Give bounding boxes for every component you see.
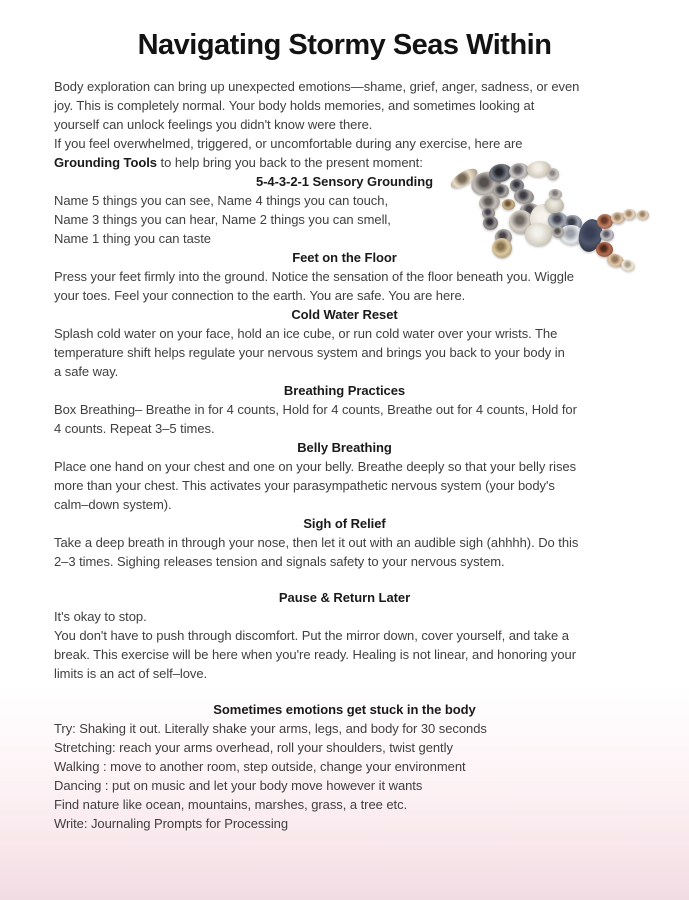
section-heading (54, 700, 635, 719)
text: a safe way. (54, 364, 119, 379)
bold-text: Belly Breathing (297, 440, 392, 455)
text: Stretching: reach your arms overhead, roll your shoulders, twist gently (54, 740, 453, 755)
body-line (54, 738, 635, 757)
section-heading (54, 172, 635, 191)
text: You don't have to push through discomfort. Put the mirror down, cover yourself, and take a (54, 628, 569, 643)
bold-text: Breathing Practices (283, 383, 406, 398)
body-line (54, 757, 635, 776)
bold-text: Cold Water Reset (291, 307, 398, 322)
section-heading (54, 305, 635, 324)
text: Write: Journaling Prompts for Processing (54, 816, 289, 831)
text: Name 5 things you can see, Name 4 things you can touch, (54, 193, 389, 208)
body-line (54, 645, 635, 664)
bold-text: Sigh of Relief (303, 516, 386, 531)
text: 2–3 times. Sighing releases tension and signals safety to your nervous system. (54, 554, 505, 569)
bold-text: 5-4-3-2-1 Sensory Grounding (255, 174, 434, 189)
body-line (54, 814, 635, 833)
body-line (54, 229, 635, 248)
body-line (54, 626, 635, 645)
bold-text: Sometimes emotions get stuck in the body (213, 702, 476, 717)
body-line (54, 533, 635, 552)
text: Splash cold water on your face, hold an ice cube, or run cold water over your wrists. The (54, 326, 558, 341)
body-line (54, 400, 635, 419)
page-title: Navigating Stormy Seas Within (137, 29, 552, 61)
body-line (54, 77, 635, 96)
body-line (54, 153, 635, 172)
body-line (54, 115, 635, 134)
text: Name 3 things you can hear, Name 2 things you can smell, (54, 212, 391, 227)
text: 4 counts. Repeat 3–5 times. (54, 421, 215, 436)
body-line (54, 476, 635, 495)
body-line (54, 795, 635, 814)
section-heading (54, 438, 635, 457)
text: yourself can unlock feelings you didn't know were there. (54, 117, 373, 132)
text: Find nature like ocean, mountains, marshes, grass, a tree etc. (54, 797, 408, 812)
body-line (54, 324, 635, 343)
text: Press your feet firmly into the ground. Notice the sensation of the floor beneath you. Wiggle (54, 269, 574, 284)
body-line (54, 457, 635, 476)
text: to help bring you back to the present moment: (157, 155, 423, 170)
text: Body exploration can bring up unexpected emotions—shame, grief, anger, sadness, or even (54, 79, 580, 94)
body-line (54, 719, 635, 738)
text: more than your chest. This activates your parasympathetic nervous system (your body's (54, 478, 555, 493)
bold-text: Grounding Tools (54, 155, 157, 170)
text: limits is an act of self–love. (54, 666, 208, 681)
section-heading (54, 248, 635, 267)
text: your toes. Feel your connection to the earth. You are safe. You are here. (54, 288, 466, 303)
bold-text: Feet on the Floor (292, 250, 397, 265)
blank-line (54, 571, 635, 588)
text: Dancing : put on music and let your body move however it wants (54, 778, 423, 793)
text: Name 1 thing you can taste (54, 231, 211, 246)
body-line (54, 134, 635, 153)
section-heading (54, 381, 635, 400)
text: Box Breathing– Breathe in for 4 counts, Hold for 4 counts, Breathe out for 4 counts, Hold for (54, 402, 577, 417)
bold-text: Pause & Return Later (278, 590, 411, 605)
text: Walking : move to another room, step outside, change your environment (54, 759, 466, 774)
body-line (54, 267, 635, 286)
section-heading (54, 514, 635, 533)
text: It's okay to stop. (54, 609, 147, 624)
text: Take a deep breath in through your nose, then let it out with an audible sigh (ahhhh). Do this (54, 535, 579, 550)
document-lines (0, 77, 689, 833)
body-line (54, 286, 635, 305)
body-line (54, 362, 635, 381)
text: Try: Shaking it out. Literally shake your arms, legs, and body for 30 seconds (54, 721, 487, 736)
text: joy. This is completely normal. Your body holds memories, and sometimes looking at (54, 98, 535, 113)
body-line (54, 552, 635, 571)
body-line (54, 419, 635, 438)
body-line (54, 664, 635, 683)
text: break. This exercise will be here when you're ready. Healing is not linear, and honoring your (54, 647, 576, 662)
text: Place one hand on your chest and one on your belly. Breathe deeply so that your belly rises (54, 459, 577, 474)
text: If you feel overwhelmed, triggered, or uncomfortable during any exercise, here are (54, 136, 523, 151)
body-line (54, 607, 635, 626)
body-line (54, 210, 635, 229)
body-line (54, 495, 635, 514)
text: calm–down system). (54, 497, 172, 512)
blank-line (54, 683, 635, 700)
section-heading (54, 588, 635, 607)
body-line (54, 776, 635, 795)
body-line (54, 191, 635, 210)
text: temperature shift helps regulate your nervous system and brings you back to your body in (54, 345, 565, 360)
body-line (54, 343, 635, 362)
body-line (54, 96, 635, 115)
